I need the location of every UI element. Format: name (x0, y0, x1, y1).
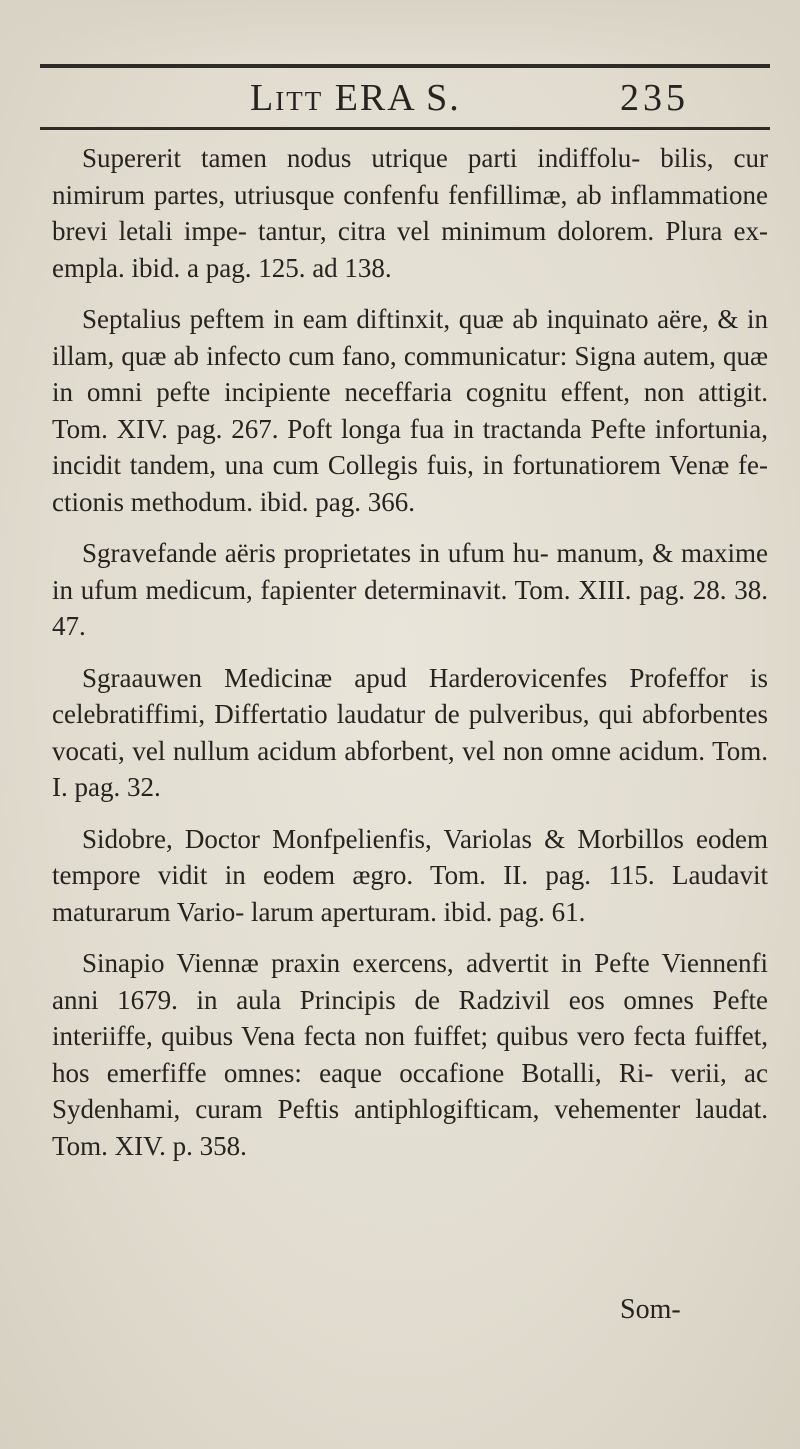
page-edge-shadow (0, 0, 800, 60)
header-rule-top (40, 64, 770, 68)
paragraph-supererit (52, 140, 768, 286)
header-rule-bottom (40, 127, 770, 130)
paragraph-text: Sgraauwen Medicinæ apud Harderovicenfes Profeffor is celebratiffimi, Differtatio laudatur de pulveribus, qui abforbentes vocati, vel nullum acidum abforbent, vel non omne acidum. Tom. I. pag. 32. (52, 662, 768, 802)
paragraph-text: Sinapio Viennæ praxin exercens, advertit in Pefte Viennenfi anni 1679. in aula Principis de Radzivil eos omnes Pefte interiiffe, quibus Vena fecta non fuiffet; quibus vero fecta fuiffet, hos emerfiffe omnes: eaque occafione Botalli, Ri- verii, ac Sydenhami, curam Peftis antiphlogifticam, vehementer laudat. Tom. XIV. p. 358. (52, 948, 768, 1161)
paragraph-sidobre (52, 821, 768, 931)
paragraph-text: Sgravefande aëris proprietates in ufum hu- manum, & maxime in ufum medicum, fapienter determinavit. Tom. XIII. pag. 28. 38. 47. (52, 538, 768, 641)
body-text (52, 140, 768, 1164)
paragraph-septalius (52, 301, 768, 520)
paragraph-sgravefande (52, 535, 768, 645)
paragraph-text: Supererit tamen nodus utrique parti indiffolu- bilis, cur nimirum partes, utriusque confenfu fenfillimæ, ab inflammatione brevi letali impe- tantur, citra vel minimum dolorem. Plura ex- empla. ibid. a pag. 125. ad 138. (52, 143, 768, 283)
paragraph-sgraauwen (52, 660, 768, 806)
paragraph-text: Septalius peftem in eam diftinxit, quæ ab inquinato aëre, & in illam, quæ ab infecto cum fano, communicatur: Signa autem, quæ in omni pefte incipiente neceffaria cognitu effent, non attigit. Tom. XIV. pag. 267. Poft longa fua in tractanda Pefte infortunia, incidit tandem, una cum Collegis fuis, in fortunatiorem Venæ fe- ctionis methodum. ibid. pag. 366. (52, 304, 768, 517)
page-header (40, 76, 770, 124)
page-number: 235 (620, 77, 689, 119)
running-head: Litt ERA S. (250, 77, 461, 119)
catchword: Som- (620, 1294, 681, 1325)
paragraph-sinapio (52, 945, 768, 1164)
paragraph-text: Sidobre, Doctor Monfpelienfis, Variolas & Morbillos eodem tempore vidit in eodem ægro. Tom. II. pag. 115. Laudavit maturarum Vario- larum aperturam. ibid. pag. 61. (52, 823, 768, 927)
